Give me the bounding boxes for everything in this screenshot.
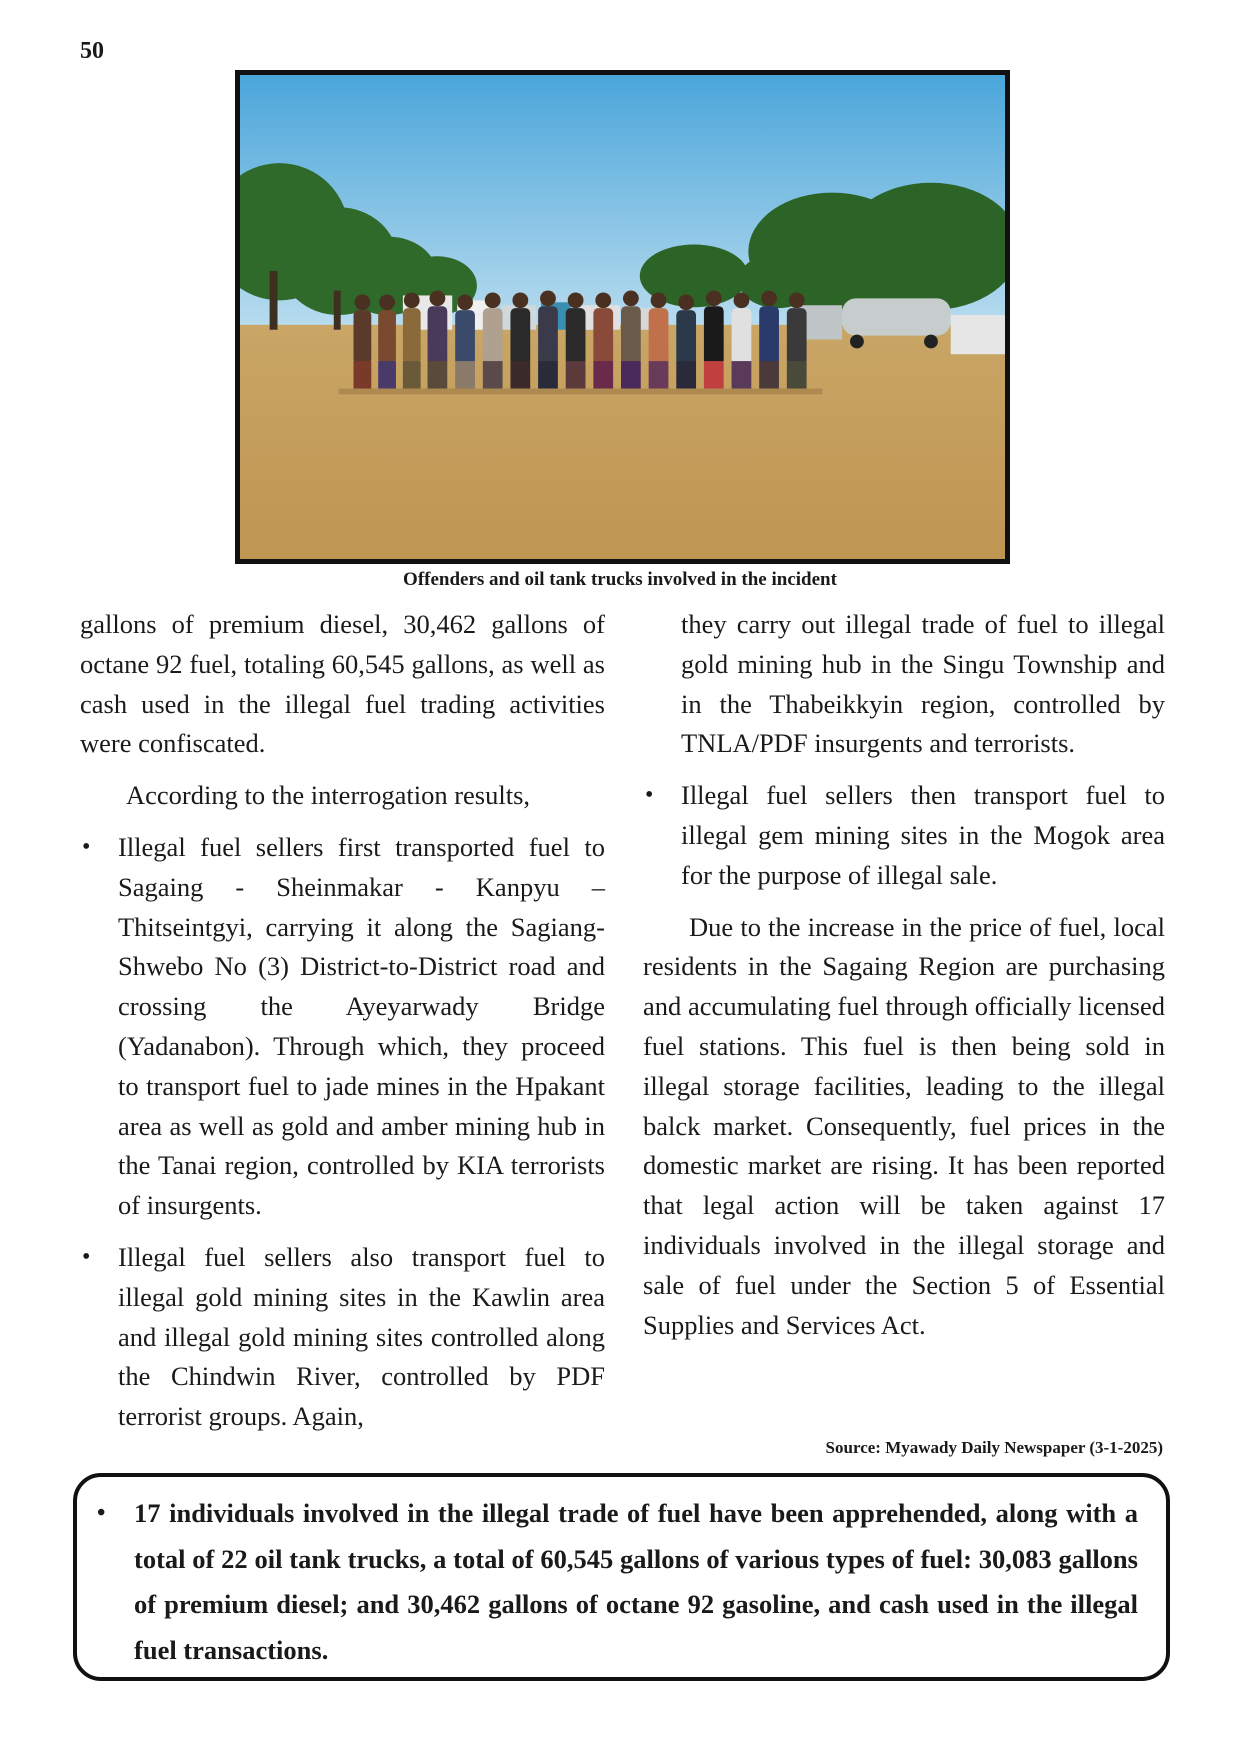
photo-caption: Offenders and oil tank trucks involved in the incident	[403, 569, 837, 590]
photo-illustration	[240, 75, 1005, 559]
summary-box	[73, 1473, 1170, 1681]
summary-text: 17 individuals involved in the illegal trade of fuel have been apprehended, along with a total of 22 oil tank trucks, a total of 60,545 gallons of various types of fuel: 30,083 gallons of premium diesel; and 30,462 gallons of octane 92 gasoline, and cash used in the illegal fuel transactions.	[134, 1498, 1138, 1665]
paragraph: According to the interrogation results,	[126, 780, 531, 811]
page-number: 50	[80, 38, 104, 64]
list-item: • Illegal fuel sellers also transport fuel to illegal gold mining sites in the Kawlin area and illegal gold mining sites controlled along the Chindwin River, controlled by PDF terrorist groups. Again,	[80, 1238, 605, 1437]
summary-bullet: •	[97, 1500, 106, 1526]
list-item: • Illegal fuel sellers first transported fuel to Sagaing - Sheinmakar - Kanpyu – Thitseintgyi, carrying it along the Sagiang-Shwebo No (3) District-to-District road and crossing the Ayeyarwady Bridge (Yadanabon). Through which, they proceed to transport fuel to jade mines in the Hpakant area as well as gold and amber mining hub in the Tanai region, controlled by KIA terrorists of insurgents.	[80, 828, 605, 1226]
bullet-list	[643, 605, 1165, 896]
paragraph: Due to the increase in the price of fuel, local residents in the Sagaing Region are purchasing and accumulating fuel through officially licensed fuel stations. This fuel is then being sold in illegal storage facilities, leading to the illegal balck market. Consequently, fuel prices in the domestic market are rising. It has been reported that legal action will be taken against 17 individuals involved in the illegal storage and sale of fuel under the Section 5 of Essential Supplies and Services Act.	[643, 911, 1165, 1340]
right-column	[643, 605, 1165, 1345]
left-column	[80, 605, 605, 1437]
list-item-continued: they carry out illegal trade of fuel to illegal gold mining hub in the Singu Township and in the Thabeikkyin region, controlled by TNLA/PDF insurgents and terrorists.	[681, 609, 1165, 759]
paragraph: gallons of premium diesel, 30,462 gallons of octane 92 fuel, totaling 60,545 gallons, as well as cash used in the illegal fuel trading activities were confiscated.	[80, 609, 605, 759]
source-citation: Source: Myawady Daily Newspaper (3-1-2025)	[825, 1438, 1163, 1457]
news-photo	[235, 70, 1010, 564]
list-item: • Illegal fuel sellers then transport fuel to illegal gem mining sites in the Mogok area for the purpose of illegal sale.	[643, 776, 1165, 895]
bullet-list	[80, 828, 605, 1437]
